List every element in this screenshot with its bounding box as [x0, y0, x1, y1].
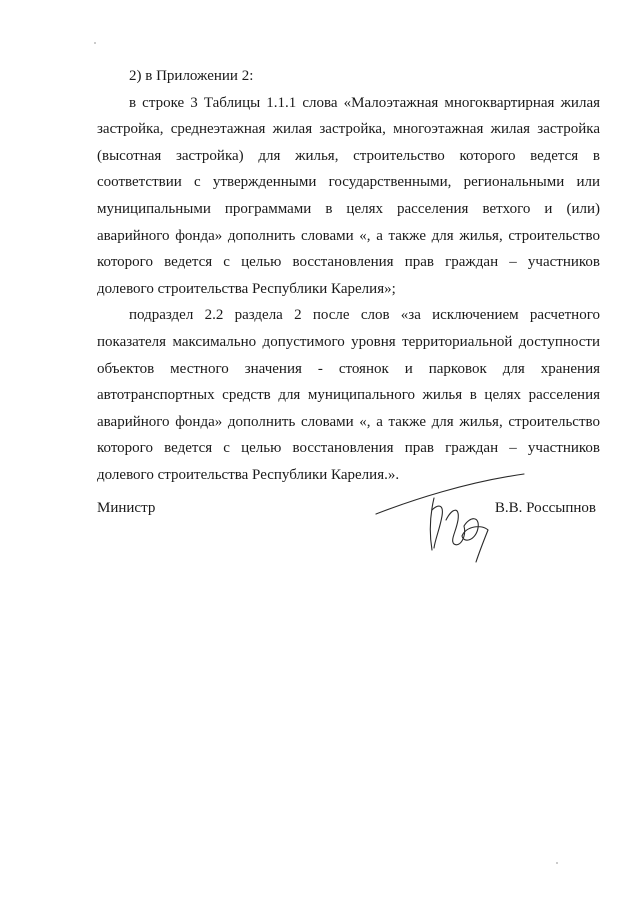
position-label: Министр [97, 500, 156, 516]
scan-speck [556, 862, 558, 864]
signer-name: В.В. Россыпнов [494, 500, 596, 516]
paragraph-subsection-amendment: подраздел 2.2 раздела 2 после слов «за исключением расчетного показателя максимально допустимого уровня территориальной доступности объектов местного значения - стоянок и парковок для хранения автотранспортных средств для муниципального жилья в целях расселения аварийного фонда» дополнить словами «, а также для жилья, строительство которого ведется с целью восстановления прав граждан – участников долевого строительства Республики Карелия.». [97, 307, 600, 483]
appendix-heading: 2) в Приложении 2: [129, 68, 254, 84]
paragraph-table-row-amendment: в строке 3 Таблицы 1.1.1 слова «Малоэтажная многоквартирная жилая застройка, среднеэтажная жилая застройка, многоэтажная жилая застройка (высотная застройка) для жилья, строительство которого ведется в соответствии с утвержденными государственными, региональными или муниципальными программами в целях расселения ветхого и (или) аварийного фонда» дополнить словами «, а также для жилья, строительство которого ведется с целью восстановления прав граждан – участников долевого строительства Республики Карелия»; [97, 94, 600, 297]
scan-speck [94, 42, 96, 44]
handwritten-signature [372, 470, 532, 565]
document-body [97, 63, 600, 489]
